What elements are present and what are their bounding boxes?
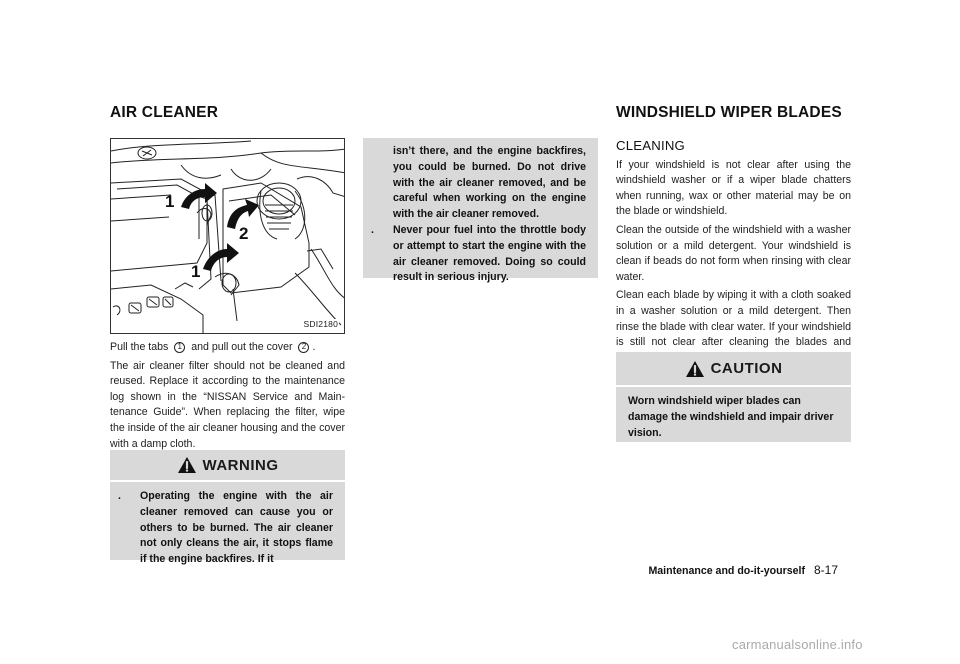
section-heading-air-cleaner: AIR CLEANER — [110, 104, 219, 121]
warning-header — [110, 450, 345, 480]
air-cleaner-paragraph: The air cleaner filter should not be cleaned and reused. Replace it according to the maintenance log shown in the “NISSAN Service and Main-tenance Guide”. When replacing the filter, wipe the inside of the air cleaner housing and the cover with a damp cloth. — [110, 359, 345, 450]
section-heading-wiper-blades: WINDSHIELD WIPER BLADES — [616, 104, 842, 121]
callout-2-marker: 2 — [298, 342, 309, 353]
figure-callout-2: 2 — [239, 224, 249, 243]
air-cleaner-figure — [110, 138, 345, 334]
wiper-blades-text — [616, 138, 851, 369]
warning-box — [110, 450, 345, 566]
bullet-mark: . — [118, 490, 121, 502]
figure-code: SDI2180 — [303, 319, 338, 329]
figure-callout-1-lower: 1 — [191, 262, 201, 281]
wiper-paragraph-1: If your windshield is not clear after using the windshield washer or if a wiper blade chatters when running, wax or other material may be on the blade or windshield. — [616, 158, 851, 218]
warning-bullet-2 — [371, 223, 586, 286]
wiper-paragraph-2: Clean the outside of the windshield with a washer solution or a mild detergent. Your windshield is clean if beads do not form when rinsing with clear water. — [616, 223, 851, 283]
warning-box-continued — [363, 138, 598, 284]
caution-header — [616, 352, 851, 385]
instruction-middle: and pull out the cover — [191, 341, 293, 353]
instruction-after: . — [312, 341, 316, 353]
figure-callout-1-upper: 1 — [165, 192, 175, 211]
engine-bay-illustration — [111, 139, 345, 334]
warning-triangle-icon — [685, 360, 705, 378]
warning-title: WARNING — [202, 456, 279, 474]
footer-section-title: Maintenance and do-it-yourself — [648, 565, 806, 577]
cleaning-subheading: CLEANING — [616, 138, 686, 153]
instruction-before: Pull the tabs — [110, 341, 169, 353]
wiper-paragraph-3: Clean each blade by wiping it with a cloth soaked in a washer solution or a mild detergent. Then rinse the blade with clear water. If your windshield is still not clear after cleaning the blades and — [616, 289, 851, 349]
warning-item-1: Operating the engine with the air cleaner removed can cause you or others to be burned. The air cleaner not only cleans the air, it stops flame if the engine backfires. If it — [140, 490, 333, 566]
warning-item-1-continued: isn’t there, and the engine backfires, you could be burned. Do not drive with the air cleaner removed, and be careful when working on the engine with the air cleaner removed. — [393, 145, 586, 221]
callout-1-marker: 1 — [174, 342, 185, 353]
warning-item-2: Never pour fuel into the throttle body or attempt to start the engine with the air cleaner removed. Doing so could result in serious injury. — [393, 223, 586, 284]
page-number: 8-17 — [813, 563, 838, 577]
warning-body — [110, 482, 345, 568]
warning-triangle-icon — [177, 456, 197, 474]
warning-bullet-1 — [118, 489, 333, 568]
warning-body-continued — [363, 138, 598, 286]
caution-box — [616, 352, 851, 442]
caution-title: CAUTION — [710, 360, 783, 377]
instruction-line — [110, 340, 345, 356]
caution-text: Worn windshield wiper blades can damage the windshield and impair driver vision. — [628, 395, 834, 439]
air-cleaner-text — [110, 340, 345, 455]
page-footer — [620, 563, 838, 577]
bullet-mark: . — [371, 223, 374, 236]
watermark-text: carmanualsonline.info — [732, 637, 863, 652]
